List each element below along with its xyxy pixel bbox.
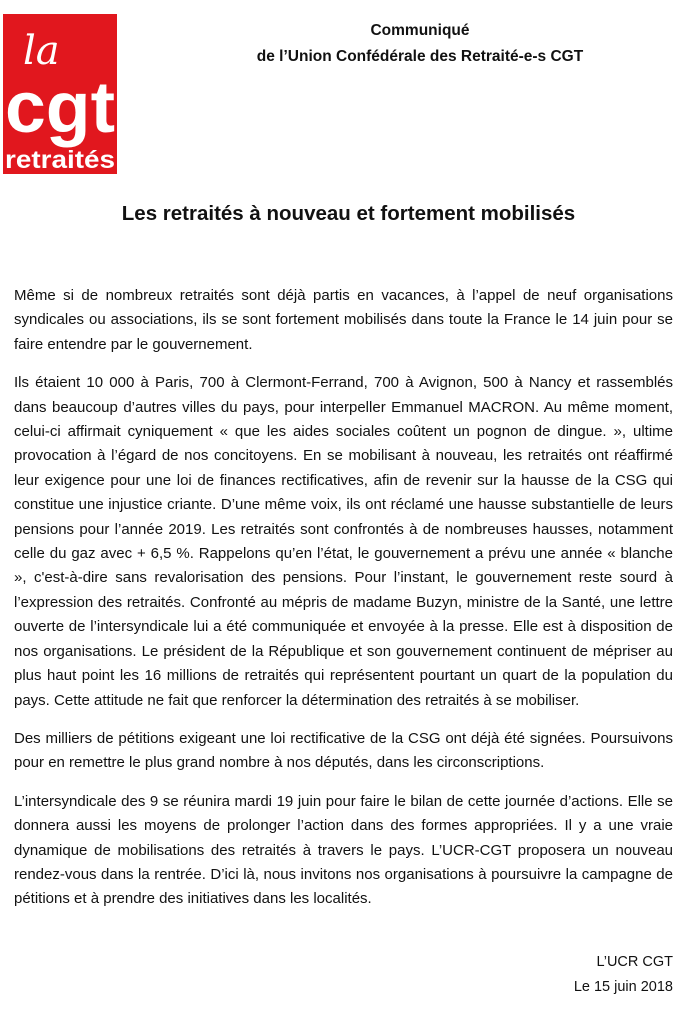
- document-body: [14, 284, 673, 926]
- header-line-1: Communiqué: [370, 22, 470, 39]
- paragraph-2: Ils étaient 10 000 à Paris, 700 à Clermont-Ferrand, 700 à Avignon, 500 à Nancy et rassemblés dans beaucoup d’autres villes du pays, pour interpeller Emmanuel MACRON. Au même moment, celui-ci affirmait cyniquement « que les aides sociales coûtent un pognon de dingue. », ultime provocation à l’égard de nos concitoyens. En se mobilisant à nouveau, les retraités ont réaffirmé leur exigence pour une loi de finances rectificatives, afin de revenir sur la hausse de la CSG qui constitue une injustice criante. D’une même voix, ils ont réclamé une hausse substantielle de leurs pensions pour l’année 2019. Les retraités sont confrontés à de nombreuses hausses, notamment celle du gaz avec + 6,5 %. Rappelons qu’en l’état, le gouvernement a prévu une année « blanche », c'est-à-dire sans revalorisation des pensions. Pour l’instant, le gouvernement reste sourd à l’expression des retraités. Confronté au mépris de madame Buzyn, ministre de la Santé, une lettre ouverte de l’intersyndicale lui a été communiquée et envoyée à la presse. Elle est à disposition de nos organisations. Le président de la République et son gouvernement continuent de mépriser au plus haut point les 16 millions de retraités qui représentent pourtant un quart de la population du pays. Cette attitude ne fait que renforcer la détermination des retraités à se mobiliser.: [14, 374, 673, 709]
- document-title: Les retraités à nouveau et fortement mobilisés: [121, 202, 576, 225]
- signature-date: Le 15 juin 2018: [573, 979, 673, 995]
- paragraph-3: Des milliers de pétitions exigeant une loi rectificative de la CSG ont déjà été signées. Poursuivons pour en remettre le plus grand nombre à nos députés, dans les circonscriptions.: [14, 729, 673, 772]
- communique-header: [150, 18, 690, 70]
- paragraph-1: Même si de nombreux retraités sont déjà partis en vacances, à l’appel de neuf organisations syndicales ou associations, ils se sont fortement mobilisés dans toute la France le 14 juin pour se faire entendre par le gouvernement.: [14, 287, 673, 353]
- header-line-2: de l’Union Confédérale des Retraité-e-s CGT: [256, 48, 584, 65]
- signature-author: L’UCR CGT: [596, 954, 673, 970]
- cgt-retraites-logo: [3, 14, 117, 174]
- logo-retraites-text: retraités: [5, 146, 115, 174]
- logo-la-text: la: [23, 28, 60, 74]
- paragraph-4: L’intersyndicale des 9 se réunira mardi 19 juin pour faire le bilan de cette journée d’actions. Elle se donnera aussi les moyens de prolonger l’action dans des formes appropriées. Il y a une vraie dynamique de mobilisations des retraités à travers le pays. L’UCR-CGT proposera un nouveau rendez-vous dans la rentrée. D’ici là, nous invitons nos organisations à poursuivre la campagne de pétitions et à prendre des initiatives dans les localités.: [14, 792, 673, 908]
- logo-cgt-text: cgt: [5, 68, 116, 148]
- signature-block: [574, 950, 673, 1000]
- logo-graphic: [3, 14, 117, 174]
